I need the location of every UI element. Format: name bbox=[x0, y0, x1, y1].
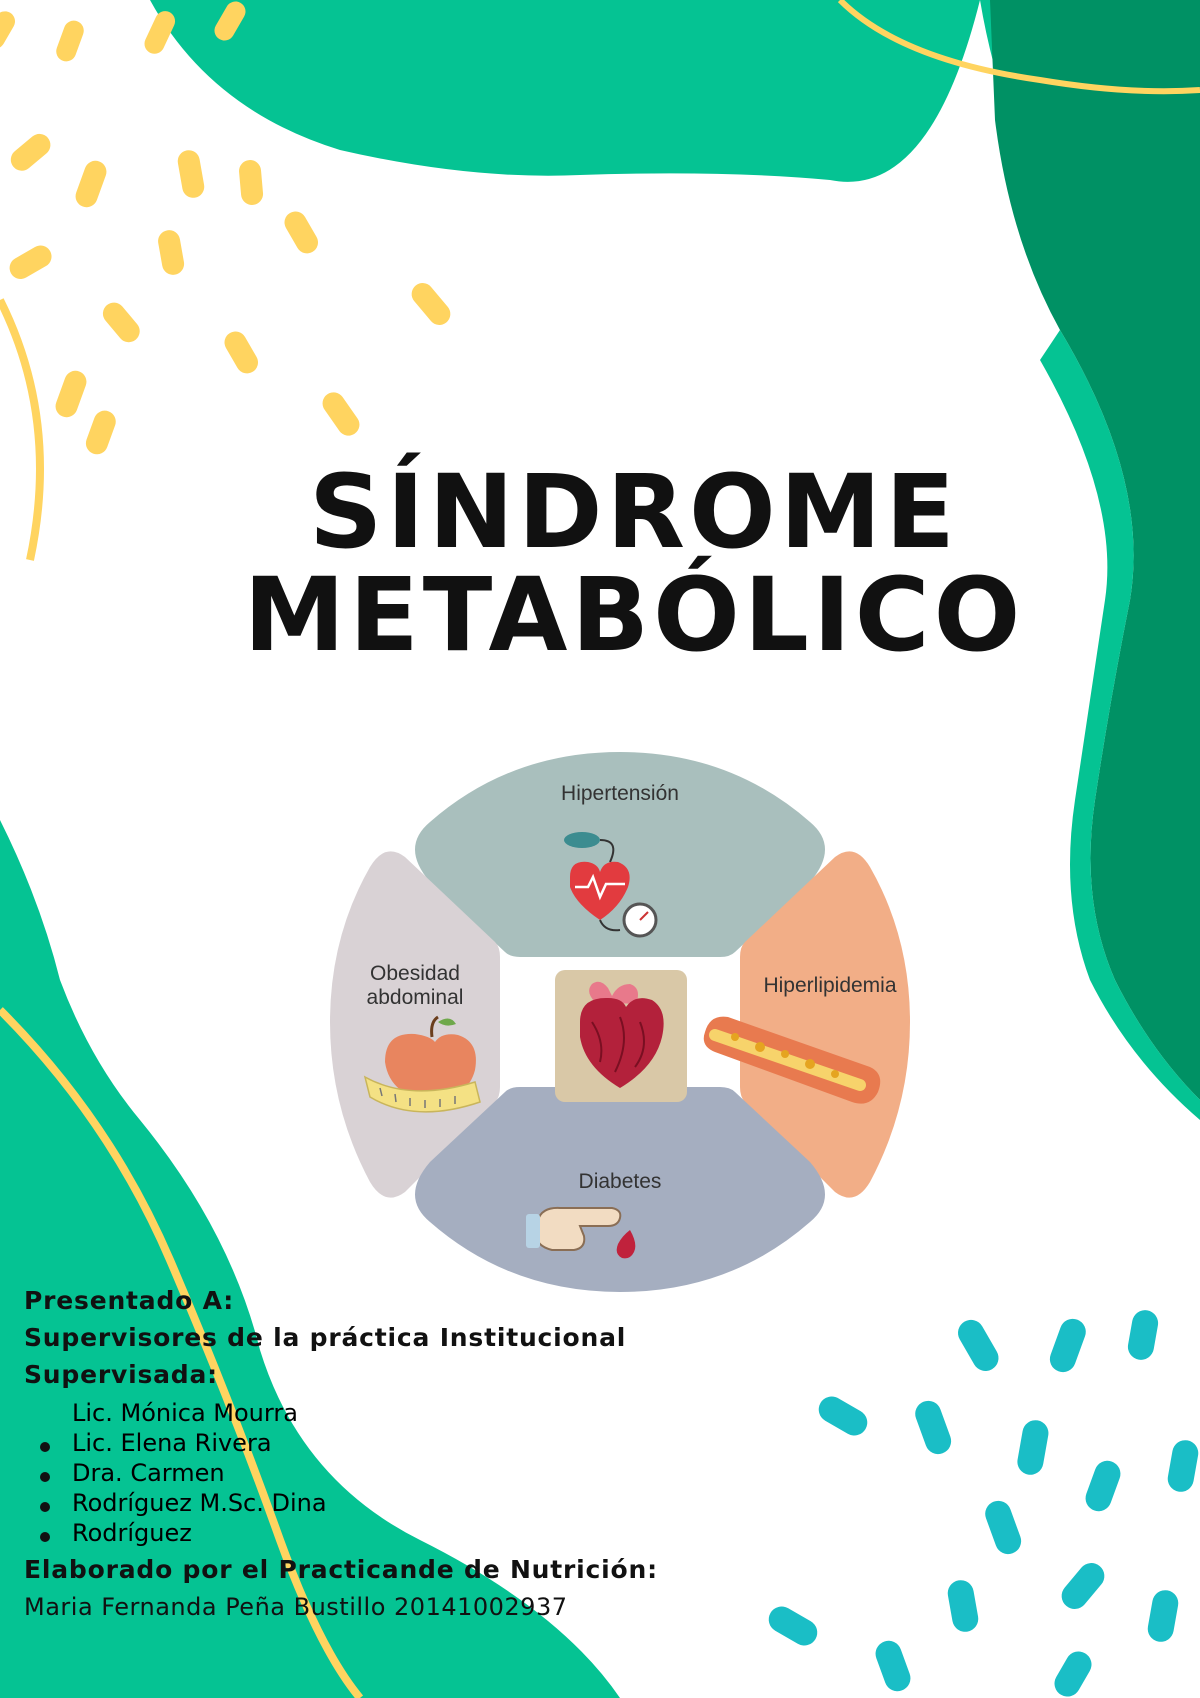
list-item: Lic. Elena Rivera bbox=[72, 1429, 272, 1457]
bullet bbox=[40, 1442, 50, 1452]
bullet bbox=[40, 1532, 50, 1542]
name-bullets bbox=[40, 1442, 50, 1562]
supervisor-names-list bbox=[72, 1398, 327, 1548]
label-obesidad-2: abdominal bbox=[366, 986, 464, 1009]
label-diabetes: Diabetes bbox=[578, 1170, 662, 1193]
list-item: Dra. Carmen bbox=[72, 1459, 225, 1487]
presented-to-label: Presentado A: bbox=[24, 1286, 235, 1315]
supervisors-line: Supervisores de la práctica Institucional bbox=[24, 1323, 627, 1352]
title-line-2: METABÓLICO bbox=[243, 556, 1025, 675]
author-name: Maria Fernanda Peña Bustillo 20141002937 bbox=[24, 1593, 568, 1621]
bullet bbox=[40, 1502, 50, 1512]
list-item: Rodríguez M.Sc. Dina bbox=[72, 1489, 327, 1517]
green-blob-top-left bbox=[150, 0, 980, 182]
bullet bbox=[40, 1472, 50, 1482]
label-obesidad-1: Obesidad bbox=[370, 962, 460, 985]
supervisada-label: Supervisada: bbox=[24, 1360, 218, 1389]
author-label: Elaborado por el Practicande de Nutrición: bbox=[24, 1555, 658, 1584]
label-hiperlipidemia: Hiperlipidemia bbox=[763, 974, 897, 997]
teal-dashes bbox=[764, 1308, 1200, 1698]
list-item: Rodríguez bbox=[72, 1519, 192, 1547]
label-hipertension: Hipertensión bbox=[561, 782, 679, 805]
title-line-1: SÍNDROME bbox=[309, 453, 959, 572]
metabolic-syndrome-diagram bbox=[330, 752, 910, 1292]
list-item: Lic. Mónica Mourra bbox=[72, 1399, 298, 1427]
